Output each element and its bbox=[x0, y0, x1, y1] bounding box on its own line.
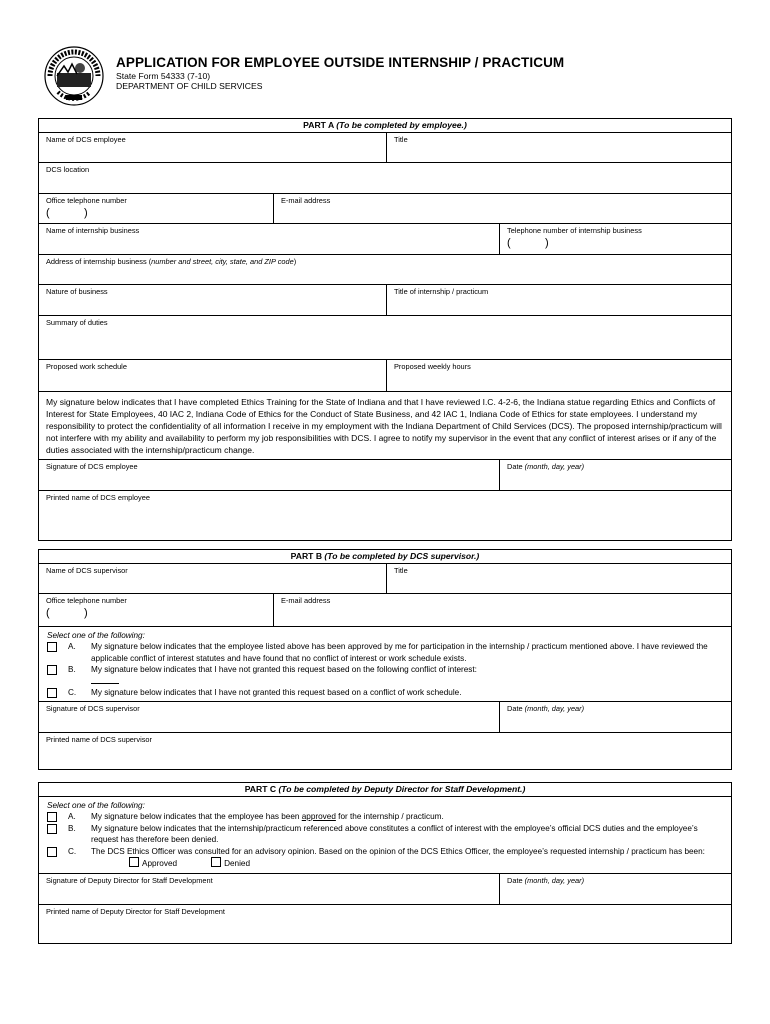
proposed-weekly-hours-field[interactable]: Proposed weekly hours bbox=[386, 360, 731, 391]
approved-checkbox[interactable] bbox=[129, 857, 139, 867]
supervisor-email-field[interactable]: E-mail address bbox=[273, 594, 731, 626]
proposed-work-schedule-field[interactable]: Proposed work schedule bbox=[46, 362, 127, 371]
employee-name-row bbox=[39, 133, 731, 163]
supervisor-signature-field[interactable]: Signature of DCS supervisor bbox=[46, 704, 140, 713]
form-title: APPLICATION FOR EMPLOYEE OUTSIDE INTERNSHIP / PRACTICUM bbox=[116, 55, 565, 70]
dcs-location-field[interactable]: DCS location bbox=[46, 165, 90, 174]
deputy-signature-field[interactable]: Signature of Deputy Director for Staff Development bbox=[46, 875, 213, 885]
employee-email-field[interactable]: E-mail address bbox=[273, 194, 731, 223]
part-c-option-c: C. The DCS Ethics Officer was consulted for an advisory opinion. Based on the opinion of the DCS Ethics Officer, the employee’s requested internship / practicum has been:Approved Denied bbox=[47, 846, 731, 870]
part-c-heading: PART C (To be completed by Deputy Director for Staff Development.) bbox=[39, 783, 731, 797]
employee-name-field[interactable]: Name of DCS employee bbox=[46, 135, 126, 144]
part-b-option-b: B. My signature below indicates that I have not granted this request based on the following conflict of interest: bbox=[47, 664, 731, 687]
part-b-option-c: C. My signature below indicates that I have not granted this request based on a conflict of work schedule. bbox=[47, 687, 731, 699]
denied-checkbox[interactable] bbox=[211, 857, 221, 867]
part-b-option-b-checkbox[interactable] bbox=[47, 665, 57, 675]
internship-title-field[interactable]: Title of internship / practicum bbox=[386, 285, 731, 315]
supervisor-name-row bbox=[39, 564, 731, 594]
part-c-option-b: B. My signature below indicates that the internship/practicum referenced above constitutes a conflict of interest with the employee’s official DCS duties and the employee’s request has therefore been denied. bbox=[47, 823, 731, 846]
supervisor-title-field[interactable]: Title bbox=[386, 564, 731, 593]
employee-printed-name-row bbox=[39, 491, 731, 521]
business-address-field[interactable]: Address of internship business (number and street, city, state, and ZIP code) bbox=[46, 257, 297, 266]
part-b-option-a-checkbox[interactable] bbox=[47, 642, 57, 652]
department-name: DEPARTMENT OF CHILD SERVICES bbox=[116, 81, 263, 91]
form-number: State Form 54333 (7-10) bbox=[116, 71, 211, 81]
part-c-option-a: A. My signature below indicates that the employee has been approved for the internship / practicum. bbox=[47, 811, 731, 823]
employee-title-field[interactable]: Title bbox=[386, 133, 731, 162]
business-address-row bbox=[39, 255, 731, 285]
deputy-signature-date-field[interactable]: Date (month, day, year) bbox=[499, 874, 731, 904]
employee-certification-text: My signature below indicates that I have completed Ethics Training for the State of Indiana and that I have reviewed I.C. 4-2-6, the Indiana statue regarding Ethics and Conflicts of Interest for State Employees, 40 IAC 2, Indiana Code of Ethics for the Conduct of State Business, and 42 IAC 1, Indiana Code of Ethics for state employees. I understand my responsibility to protect the confidentiality of all information I receive in my employment with the Indiana Department of Child Services (DCS). The proposed internship/practicum will not interfere with my ability and availability to perform my job responsibilities with DCS. I agree to notify my supervisor in the event that any conflict of interest arises or if any of the duties associated with the internship/practicum change. bbox=[39, 392, 731, 460]
supervisor-printed-name-field[interactable]: Printed name of DCS supervisor bbox=[46, 735, 152, 744]
part-b-heading: PART B (To be completed by DCS supervisor.) bbox=[39, 550, 731, 564]
employee-contact-row bbox=[39, 194, 731, 224]
part-c-option-c-checkbox[interactable] bbox=[47, 847, 57, 857]
supervisor-contact-row bbox=[39, 594, 731, 627]
employee-signature-date-field[interactable]: Date (month, day, year) bbox=[499, 460, 731, 490]
supervisor-signature-date-field[interactable]: Date (month, day, year) bbox=[499, 702, 731, 732]
internship-business-name-field[interactable]: Name of internship business bbox=[46, 226, 140, 235]
employee-office-phone-field[interactable]: Office telephone number ( ) bbox=[46, 196, 127, 219]
summary-of-duties-field[interactable]: Summary of duties bbox=[46, 318, 108, 327]
part-a-section bbox=[38, 118, 732, 541]
part-c-options: Select one of the following: A. My signature below indicates that the employee has been approved for the internship / practicum. B. My signature below indicates that the internship/practicum referenced above constitutes a conflict of interest with the employee’s official DCS duties and the employee’s request has therefore been denied. C. The DCS Ethics Officer was consulted for an advisory opinion. Based on the opinion of the DCS Ethics Officer, the employee’s requested internship / practicum has been:Approved Denied bbox=[39, 797, 731, 874]
indiana-state-seal bbox=[44, 46, 104, 106]
deputy-printed-name-field[interactable]: Printed name of Deputy Director for Staff Development bbox=[46, 906, 225, 916]
summary-of-duties-row bbox=[39, 316, 731, 360]
work-schedule-row bbox=[39, 360, 731, 392]
internship-business-phone-field[interactable]: Telephone number of internship business ( ) bbox=[499, 224, 731, 254]
internship-business-row bbox=[39, 224, 731, 255]
part-b-section bbox=[38, 549, 732, 770]
employee-signature-row bbox=[39, 460, 731, 491]
employee-printed-name-field[interactable]: Printed name of DCS employee bbox=[46, 493, 150, 502]
business-nature-row bbox=[39, 285, 731, 316]
dcs-location-row bbox=[39, 163, 731, 194]
supervisor-signature-row bbox=[39, 702, 731, 733]
part-c-option-b-checkbox[interactable] bbox=[47, 824, 57, 834]
part-c-option-a-checkbox[interactable] bbox=[47, 812, 57, 822]
part-b-option-c-checkbox[interactable] bbox=[47, 688, 57, 698]
part-b-options: Select one of the following: A. My signature below indicates that the employee listed above has been approved by me for participation in the internship / practicum mentioned above. I have reviewed the applicable conflict of interest statutes and have found that no conflict of interest or work schedule exists. B. My signature below indicates that I have not granted this request based on the following conflict of interest: C. My signature below indicates that I have not granted this request based on a conflict of work schedule. bbox=[39, 627, 731, 702]
nature-of-business-field[interactable]: Nature of business bbox=[46, 287, 108, 296]
conflict-of-interest-blank[interactable] bbox=[91, 683, 119, 684]
supervisor-name-field[interactable]: Name of DCS supervisor bbox=[46, 566, 128, 575]
deputy-signature-row bbox=[39, 874, 731, 905]
part-b-option-a: A. My signature below indicates that the employee listed above has been approved by me for participation in the internship / practicum mentioned above. I have reviewed the applicable conflict of interest statutes and have found that no conflict of interest or work schedule exists. bbox=[47, 641, 731, 664]
employee-signature-field[interactable]: Signature of DCS employee bbox=[46, 462, 138, 471]
part-a-heading: PART A (To be completed by employee.) bbox=[39, 119, 731, 133]
supervisor-printed-name-row bbox=[39, 733, 731, 762]
deputy-printed-name-row bbox=[39, 905, 731, 934]
supervisor-office-phone-field[interactable]: Office telephone number ( ) bbox=[46, 596, 127, 619]
part-c-section bbox=[38, 782, 732, 944]
